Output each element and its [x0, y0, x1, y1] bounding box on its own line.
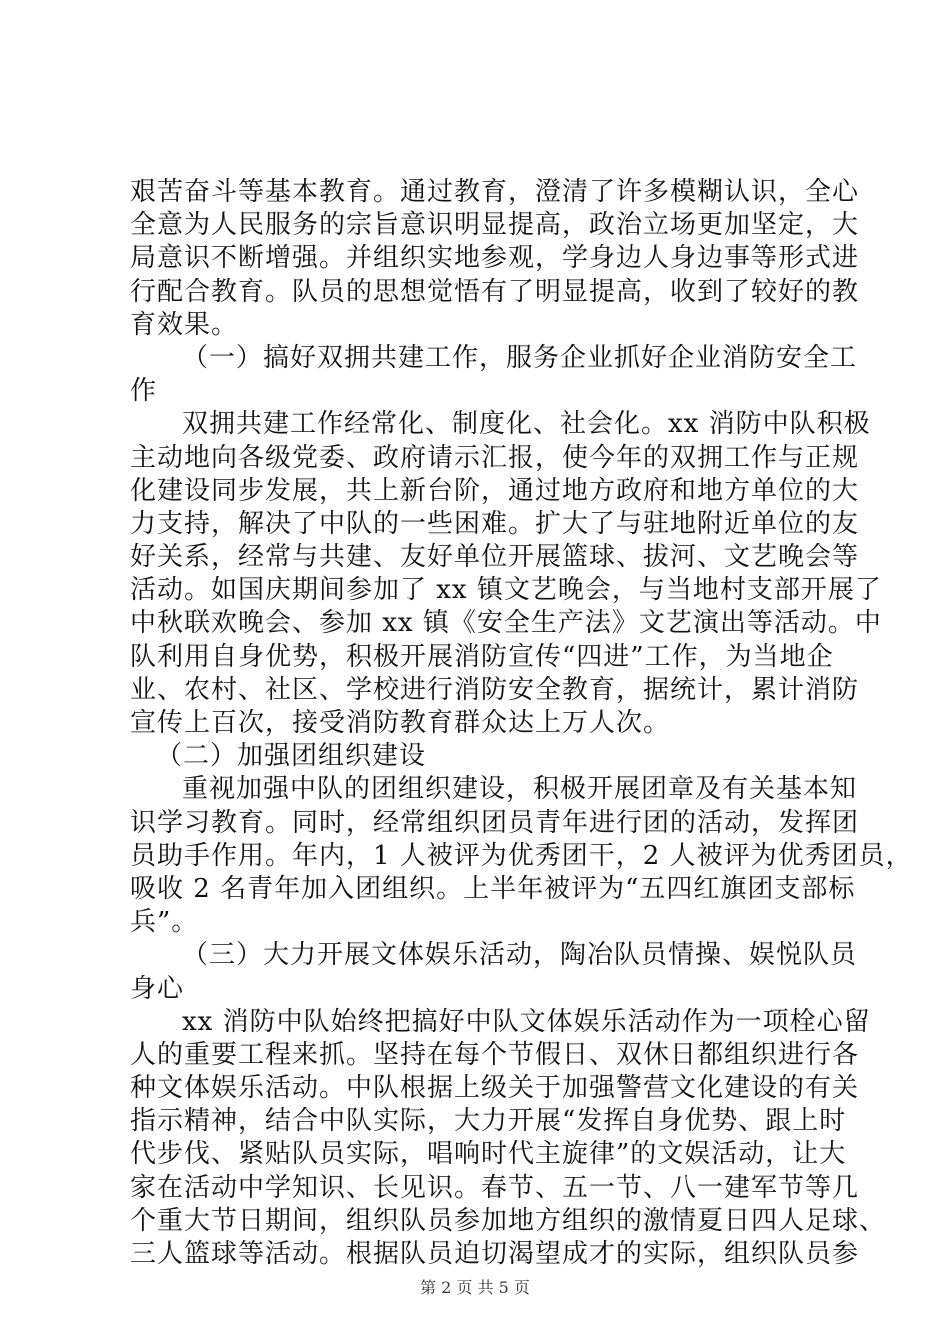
section-heading: （一）搞好双拥共建工作，服务企业抓好企业消防安全工	[182, 343, 858, 373]
text-line: 活动。如国庆期间参加了 xx 镇文艺晚会，与当地村支部开展了	[130, 575, 882, 605]
text-line: 行配合教育。队员的思想觉悟有了明显提高，收到了较好的教	[130, 277, 860, 307]
text-line: 种文体娱乐活动。中队根据上级关于加强警营文化建设的有关	[130, 1073, 860, 1103]
text-line: 好关系，经常与共建、友好单位开展篮球、拔河、文艺晚会等	[130, 542, 860, 572]
text-line: 指示精神，结合中队实际，大力开展“发挥自身优势、跟上时	[130, 1106, 847, 1136]
text-line: 宣传上百次，接受消防教育群众达上万人次。	[130, 708, 671, 738]
section-heading: （二）加强团组织建设	[156, 741, 427, 771]
text-line: 主动地向各级党委、政府请示汇报，使今年的双拥工作与正规	[130, 443, 860, 473]
text-line: 化建设同步发展，共上新台阶，通过地方政府和地方单位的大	[130, 476, 860, 506]
text-line: 双拥共建工作经常化、制度化、社会化。xx 消防中队积极	[182, 409, 871, 439]
text-line: 三人篮球等活动。根据队员迫切渴望成才的实际，组织队员参	[130, 1239, 860, 1269]
section-heading-continued: 作	[130, 376, 158, 406]
text-line: 人的重要工程来抓。坚持在每个节假日、双休日都组织进行各	[130, 1040, 860, 1070]
text-line: 吸收 2 名青年加入团组织。上半年被评为“五四红旗团支部标	[130, 874, 856, 904]
text-line: xx 消防中队始终把搞好中队文体娱乐活动作为一项栓心留	[182, 1007, 871, 1037]
text-line: 代步伐、紧贴队员实际，唱响时代主旋律”的文娱活动，让大	[130, 1139, 847, 1169]
text-line: 育效果。	[130, 310, 239, 340]
text-line: 局意识不断增强。并组织实地参观，学身边人身边事等形式进	[130, 243, 860, 273]
text-line: 中秋联欢晚会、参加 xx 镇《安全生产法》文艺演出等活动。中	[130, 608, 882, 638]
section-heading: （三）大力开展文体娱乐活动，陶冶队员情操、娱悦队员	[182, 940, 858, 970]
text-line: 员助手作用。年内，1 人被评为优秀团干，2 人被评为优秀团员，	[130, 841, 913, 871]
text-line: 业、农村、社区、学校进行消防安全教育，据统计，累计消防	[130, 675, 860, 705]
text-line: 兵”。	[130, 907, 199, 937]
text-line: 个重大节日期间，组织队员参加地方组织的激情夏日四人足球、	[130, 1206, 887, 1236]
text-line: 识学习教育。同时，经常组织团员青年进行团的活动，发挥团	[130, 808, 860, 838]
text-line: 全意为人民服务的宗旨意识明显提高，政治立场更加坚定，大	[130, 210, 860, 240]
text-line: 艰苦奋斗等基本教育。通过教育，澄清了许多模糊认识，全心	[130, 177, 860, 207]
section-heading-continued: 身心	[130, 974, 185, 1004]
text-line: 力支持，解决了中队的一些困难。扩大了与驻地附近单位的友	[130, 509, 860, 539]
text-line: 家在活动中学知识、长见识。春节、五一节、八一建军节等几	[130, 1173, 860, 1203]
text-line: 重视加强中队的团组织建设，积极开展团章及有关基本知	[182, 774, 858, 804]
page-footer: 第 2 页 共 5 页	[420, 1278, 530, 1297]
text-line: 队利用自身优势，积极开展消防宣传“四进”工作，为当地企	[130, 642, 834, 672]
